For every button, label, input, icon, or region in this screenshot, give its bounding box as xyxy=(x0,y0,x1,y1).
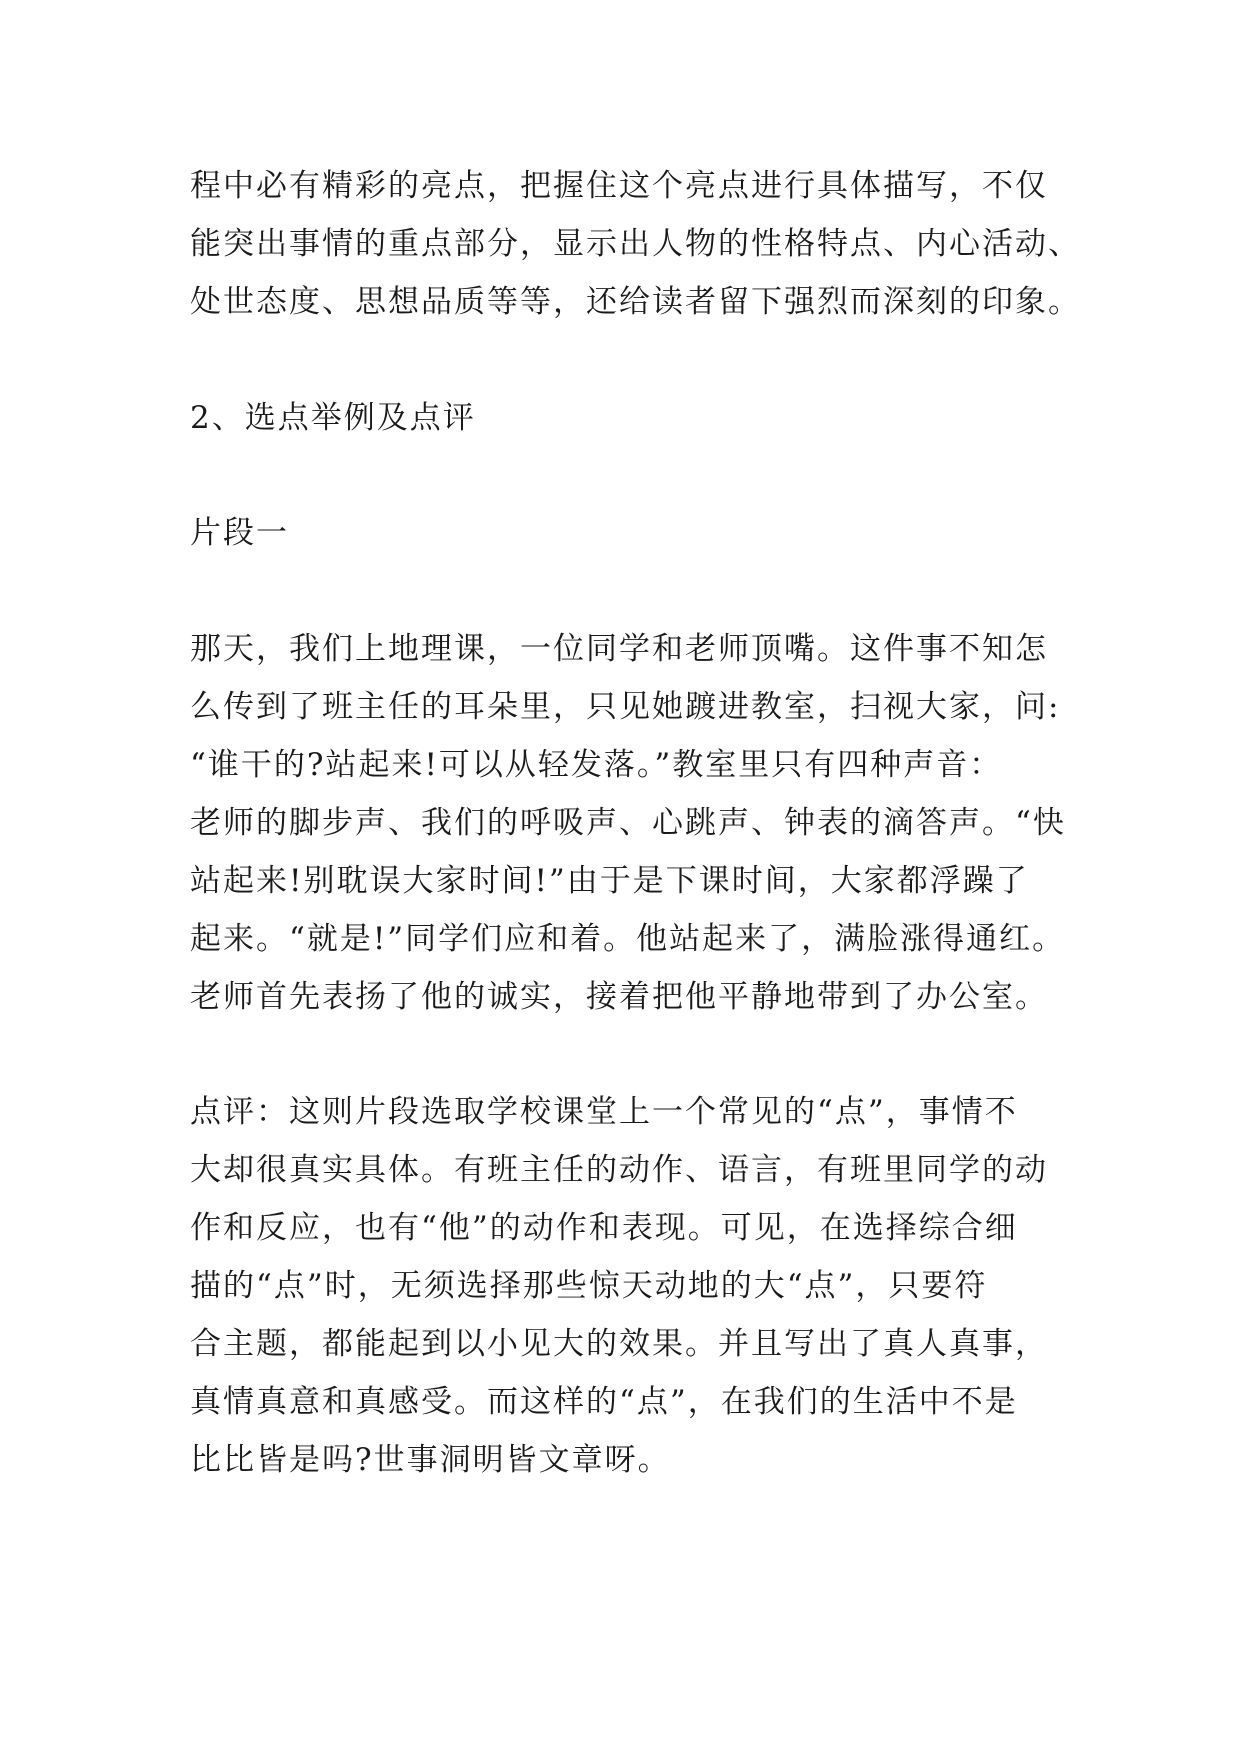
comment-paragraph xyxy=(190,1083,1070,1489)
section-heading xyxy=(190,389,1070,447)
text-line: “谁干的?站起来!可以从轻发落。”教室里只有四种声音： xyxy=(190,747,1003,783)
text-line: 么传到了班主任的耳朵里，只见她踱进教室，扫视大家，问: xyxy=(190,689,1061,725)
intro-paragraph xyxy=(190,157,1081,331)
section-heading-text: 2、选点举例及点评 xyxy=(190,400,476,436)
text-line: 合主题，都能起到以小见大的效果。并且写出了真人真事， xyxy=(190,1326,1048,1362)
text-line: 比比皆是吗?世事洞明皆文章呀。 xyxy=(190,1442,671,1478)
segment-label xyxy=(190,504,1070,562)
text-line: 站起来!别耽误大家时间!”由于是下课时间，大家都浮躁了 xyxy=(190,863,1029,899)
text-line: 起来。“就是!”同学们应和着。他站起来了，满脸涨得通红。 xyxy=(190,921,1066,957)
text-line: 处世态度、思想品质等等，还给读者留下强烈而深刻的印象。 xyxy=(190,284,1081,320)
segment-label-text: 片段一 xyxy=(190,515,289,551)
text-line: 老师的脚步声、我们的呼吸声、心跳声、钟表的滴答声。“快 xyxy=(190,805,1066,841)
text-line: 老师首先表扬了他的诚实，接着把他平静地带到了办公室。 xyxy=(190,979,1048,1015)
text-line: 那天，我们上地理课，一位同学和老师顶嘴。这件事不知怎 xyxy=(190,631,1048,667)
text-line: 作和反应，也有“他”的动作和表现。可见，在选择综合细 xyxy=(190,1210,1018,1246)
text-line: 程中必有精彩的亮点，把握住这个亮点进行具体描写，不仅 xyxy=(190,168,1048,204)
text-line: 描的“点”时，无须选择那些惊天动地的大“点”，只要符 xyxy=(190,1268,988,1304)
text-line: 大却很真实具体。有班主任的动作、语言，有班里同学的动 xyxy=(190,1152,1048,1188)
text-line: 点评：这则片段选取学校课堂上一个常见的“点”，事情不 xyxy=(190,1094,1018,1130)
segment-paragraph xyxy=(190,620,1070,1026)
text-line: 真情真意和真感受。而这样的“点”，在我们的生活中不是 xyxy=(190,1384,1018,1420)
text-line: 能突出事情的重点部分，显示出人物的性格特点、内心活动、 xyxy=(190,226,1081,262)
